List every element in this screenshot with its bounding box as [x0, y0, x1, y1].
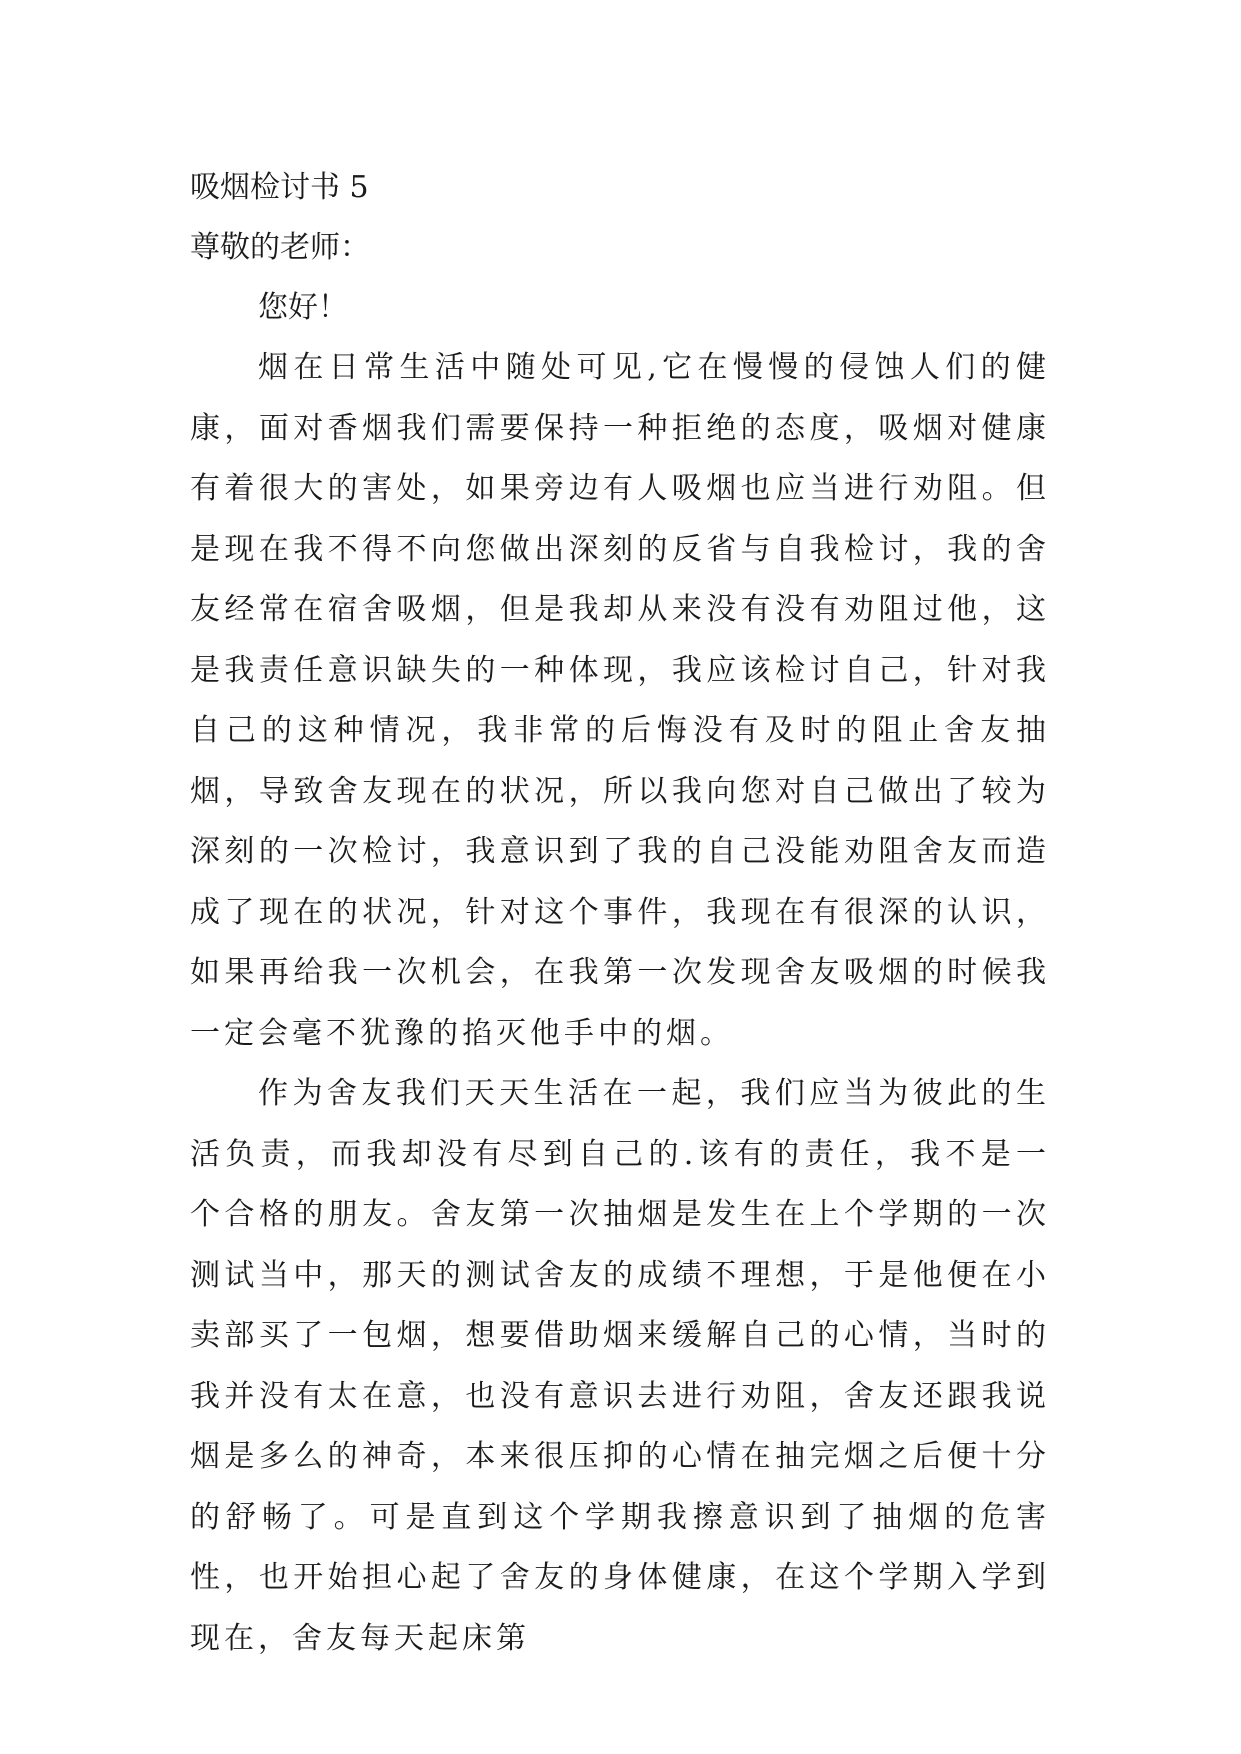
greeting: 您好！	[258, 290, 348, 325]
paragraph-2: 作为舍友我们天天生活在一起，我们应当为彼此的生活负责，而我却没有尽到自己的.该有的责任，我不是一个合格的朋友。舍友第一次抽烟是发生在上个学期的一次测试当中，那天的测试舍友的成绩不理想，于是他便在小卖部买了一包烟，想要借助烟来缓解自己的心情，当时的我并没有太在意，也没有意识去进行劝阻，舍友还跟我说烟是多么的神奇，本来很压抑的心情在抽完烟之后便十分的舒畅了。可是直到这个学期我擦意识到了抽烟的危害性，也开始担心起了舍友的身体健康，在这个学期入学到现在，舍友每天起床第	[190, 1076, 1050, 1656]
paragraph-1: 烟在日常生活中随处可见,它在慢慢的侵蚀人们的健康，面对香烟我们需要保持一种拒绝的态度，吸烟对健康有着很大的害处，如果旁边有人吸烟也应当进行劝阻。但是现在我不得不向您做出深刻的反省与自我检讨，我的舍友经常在宿舍吸烟，但是我却从来没有没有劝阻过他，这是我责任意识缺失的一种体现，我应该检讨自己，针对我自己的这种情况，我非常的后悔没有及时的阻止舍友抽烟，导致舍友现在的状况，所以我向您对自己做出了较为深刻的一次检讨，我意识到了我的自己没能劝阻舍友而造成了现在的状况，针对这个事件，我现在有很深的认识，如果再给我一次机会，在我第一次发现舍友吸烟的时候我一定会毫不犹豫的掐灭他手中的烟。	[190, 350, 1050, 1051]
salutation: 尊敬的老师：	[190, 230, 370, 265]
document-title: 吸烟检讨书 5	[190, 170, 369, 205]
document-body	[190, 158, 1050, 1669]
